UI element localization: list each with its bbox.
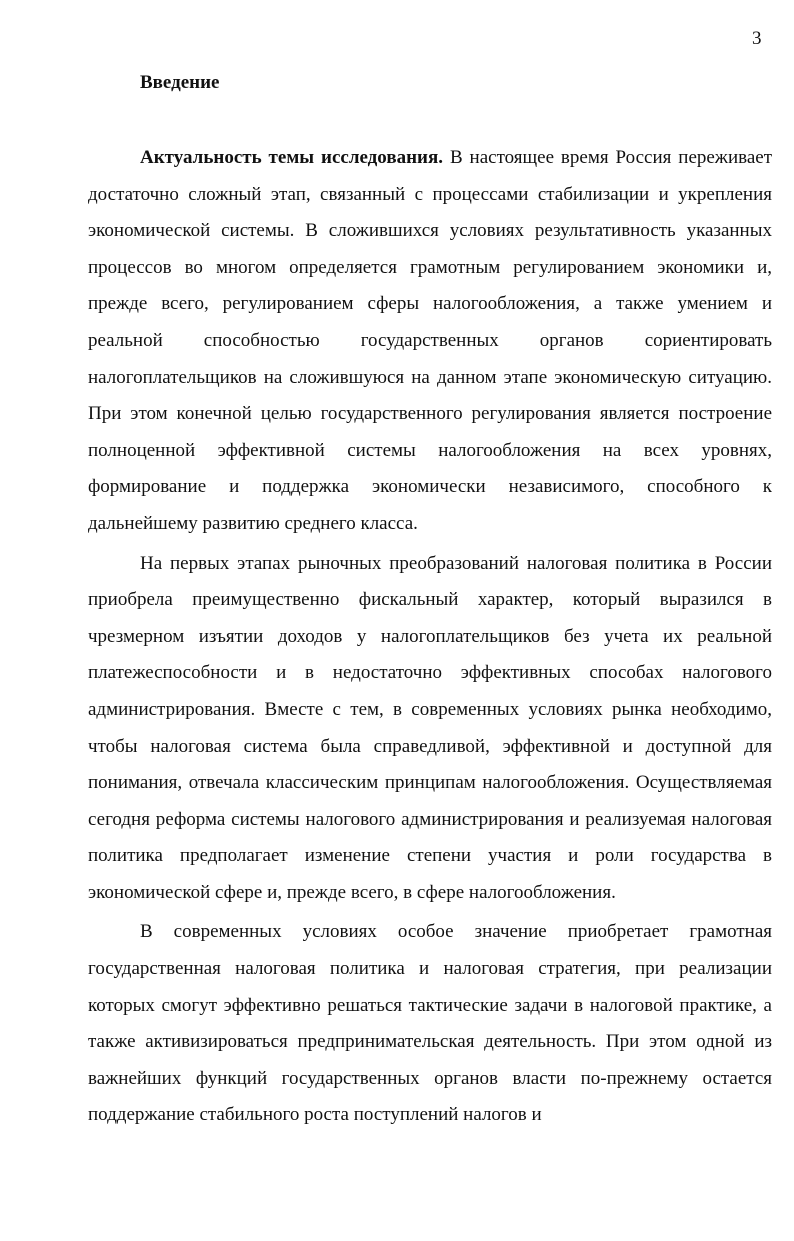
paragraph-fiscal-policy	[88, 546, 772, 912]
page-number: 3	[752, 28, 762, 49]
paragraph-text: На первых этапах рыночных преобразований налоговая политика в России приобрела преимущественно фискальный характер, который выразился в чрезмерном изъятии доходов у налогоплательщиков без учета их реальной платежеспособности и в недостаточно эффективных способах налогового администрирования. Вместе с тем, в современных условиях рынка необходимо, чтобы налоговая система была справедливой, эффективной и доступной для понимания, отвечала классическим принципам налогообложения. Осуществляемая сегодня реформа системы налогового администрирования и реализуемая налоговая политика предполагает изменение степени участия и роли государства в экономической сфере и, прежде всего, в сфере налогообложения.	[88, 552, 772, 903]
body-text	[88, 140, 772, 1134]
section-heading: Введение	[140, 72, 220, 93]
paragraph-text: В настоящее время Россия переживает достаточно сложный этап, связанный с процессами стабилизации и укрепления экономической системы. В сложившихся условиях результативность указанных процессов во многом определяется грамотным регулированием экономики и, прежде всего, регулированием сферы налогообложения, а также умением и реальной способностью государственных органов сориентировать налогоплательщиков на сложившуюся на данном этапе экономическую ситуацию. При этом конечной целью государственного регулирования является построение полноценной эффективной системы налогообложения на всех уровнях, формирование и поддержка экономически независимого, способного к дальнейшему развитию среднего класса.	[88, 147, 772, 534]
paragraph-tax-strategy	[88, 914, 772, 1134]
paragraph-relevance	[88, 140, 772, 543]
paragraph-text: В современных условиях особое значение приобретает грамотная государственная налоговая политика и налоговая стратегия, при реализации которых смогут эффективно решаться тактические задачи в налоговой практике, а также активизироваться предпринимательская деятельность. При этом одной из важнейших функций государственных органов власти по-прежнему остается поддержание стабильного роста поступлений налогов и	[88, 921, 772, 1126]
paragraph-lead: Актуальность темы исследования.	[140, 147, 444, 168]
